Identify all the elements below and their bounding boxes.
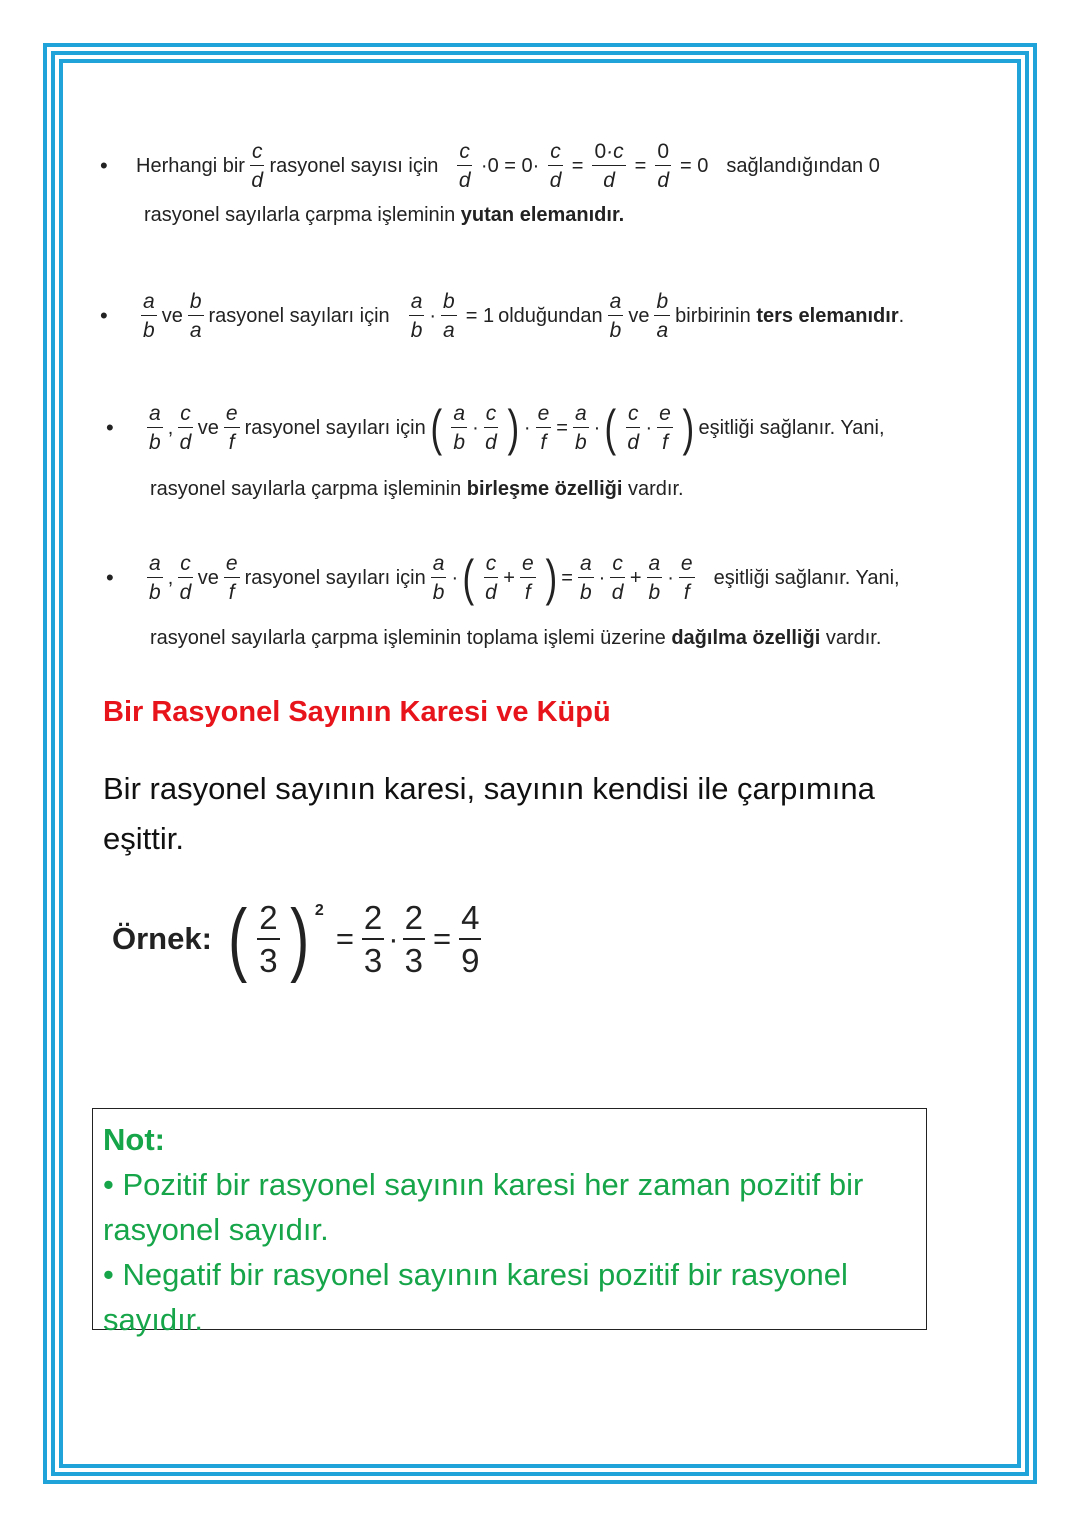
math-fraction: $\frac{c}{d}$ — [611, 552, 624, 604]
bullet2-text1: ve — [161, 304, 183, 327]
bullet-associative: • $\frac{a}{b}$ , $\frac{c}{d}$ ve $\frac{e}{f}$ rasyonel sayıları için ( $\frac{a}{b}$ · $\frac{c}{d}$ ) · $\frac{e}{f}$ = $\frac{a}{b}$ · ( $\frac{c}{d}$ · $\frac{e}{f}$ ) eşitliği sağlanır. Yani, rasyonel sayılarla çarpma işleminin birleşme özelliği vardır. — [106, 400, 885, 500]
math-fraction: $\frac{c}{d}$ — [179, 552, 192, 604]
math-fraction: $\frac{c}{d}$ — [485, 552, 497, 604]
bullet-dot: • — [106, 415, 114, 440]
bullet-zero-absorbing: • Herhangi bir $\frac{c}{d}$ rasyonel sayısı için $\frac{c}{d}$ ·0 = 0· $\frac{c}{d}$ = $\frac{0\cdot c}{d}$ = $\frac{0}{d}$ = 0 sağlandığından 0 rasyonel sayılarla çarpma işleminin yutan elemanıdır. — [100, 140, 880, 226]
math-fraction: $\frac{a}{b}$ — [609, 290, 622, 342]
exponent: 2 — [314, 902, 324, 919]
math-fraction: $\frac{e}{f}$ — [521, 552, 534, 604]
bullet1-line2: rasyonel sayılarla çarpma işleminin — [144, 203, 456, 226]
paragraph: Bir rasyonel sayının karesi, sayının kendisi ile çarpımına eşittir. — [103, 771, 875, 856]
bullet3-text3: eşitliği sağlanır. Yani, — [698, 416, 885, 439]
bullet1-text1: Herhangi bir — [136, 154, 245, 177]
math-fraction: $\frac{0}{d}$ — [657, 140, 670, 192]
bullet4-text3: eşitliği sağlanır. Yani, — [713, 566, 900, 589]
math-fraction: $\frac{a}{b}$ — [410, 290, 423, 342]
math-fraction: $\frac{a}{b}$ — [453, 402, 466, 454]
math-fraction: $\frac{2}{3}$ — [259, 899, 278, 979]
fraction-c-d: $\frac{c}{d}$ — [251, 140, 264, 192]
bullet4-line2: rasyonel sayılarla çarpma işleminin toplama işlemi üzerine — [150, 626, 666, 649]
bullet4-bold1: dağılma — [671, 626, 747, 649]
math-fraction: $\frac{e}{f}$ — [225, 402, 238, 454]
math-fraction: $\frac{a}{b}$ — [143, 290, 155, 342]
bullet2-text3: olduğundan — [498, 304, 603, 327]
math-fraction: $\frac{e}{f}$ — [225, 552, 238, 604]
math-fraction: $\frac{a}{b}$ — [579, 552, 592, 604]
math-fraction: $\frac{a}{b}$ — [149, 552, 161, 604]
bullet2-bold: ters elemanıdır — [756, 304, 899, 327]
bullet2-end: . — [898, 304, 905, 327]
bullet4-text2: rasyonel sayıları için — [244, 566, 426, 589]
example-formula: Örnek: ( $\frac{2}{3}$ ) $^2$ = $\frac{2}{3}$ · $\frac{2}{3}$ = $\frac{4}{9}$ — [112, 893, 480, 984]
math-fraction: $\frac{c}{d}$ — [627, 402, 640, 454]
bullet3-bold1: birleşme — [466, 477, 550, 500]
bullet3-end: vardır. — [627, 477, 684, 500]
math-fraction: $\frac{e}{f}$ — [659, 402, 671, 454]
bullet2-text4: ve — [628, 304, 650, 327]
math-fraction: $\frac{0\cdot c}{d}$ — [594, 140, 624, 192]
math-fraction: $\frac{a}{b}$ — [574, 402, 587, 454]
bullet1-text3: sağlandığından 0 — [726, 154, 880, 177]
bullet3-text1: ve — [197, 416, 219, 439]
note-line-negative: • Negatif bir rasyonel sayının karesi pozitif bir rasyonel sayıdır. — [103, 1257, 848, 1337]
math-fraction: $\frac{a}{b}$ — [432, 552, 445, 604]
math-fraction: $\frac{a}{b}$ — [648, 552, 661, 604]
math-fraction: $\frac{b}{a}$ — [656, 290, 669, 342]
bullet4-bold2: özelliği — [752, 626, 821, 649]
bullet3-text2: rasyonel sayıları için — [244, 416, 426, 439]
math-fraction: $\frac{b}{a}$ — [443, 290, 455, 342]
bullet1-text2: rasyonel sayısı için — [269, 154, 439, 177]
note-title: Not: — [103, 1122, 165, 1157]
bullet-inverse: • $\frac{a}{b}$ ve $\frac{b}{a}$ rasyonel sayıları için $\frac{a}{b}$ · $\frac{b}{a}$ = 1 olduğundan $\frac{a}{b}$ ve $\frac{b}{a}$ birbirinin ters elemanıdır . — [100, 290, 905, 342]
math-fraction: $\frac{c}{d}$ — [179, 402, 192, 454]
bullet3-bold2: özelliği — [554, 477, 623, 500]
math-fraction: $\frac{2}{3}$ — [404, 899, 423, 979]
math-fraction: $\frac{a}{b}$ — [149, 402, 161, 454]
math-fraction: $\frac{c}{d}$ — [458, 140, 471, 192]
math-fraction: $\frac{e}{f}$ — [537, 402, 550, 454]
math-fraction: $\frac{b}{a}$ — [189, 290, 202, 342]
section-title: Bir Rasyonel Sayının Karesi ve Küpü — [103, 696, 611, 728]
bullet-distributive: • $\frac{a}{b}$ , $\frac{c}{d}$ ve $\frac{e}{f}$ rasyonel sayıları için $\frac{a}{b}$ · ( $\frac{c}{d}$ + $\frac{e}{f}$ ) = $\frac{a}{b}$ · $\frac{c}{d}$ + $\frac{a}{b}$ · $\frac{e}{f}$ eşitliği sağlanır. Yani, rasyonel sayılarla çarpma işleminin toplama işlemi üzerine dağılma özelliği vardır. — [106, 550, 900, 649]
math-fraction: $\frac{2}{3}$ — [363, 899, 383, 979]
note-box — [92, 1108, 927, 1337]
bullet3-line2: rasyonel sayılarla çarpma işleminin — [150, 477, 462, 500]
bullet4-text1: ve — [197, 566, 219, 589]
bullet-dot: • — [100, 153, 108, 178]
math-fraction: $\frac{e}{f}$ — [680, 552, 693, 604]
bullet4-end: vardır. — [825, 626, 882, 649]
bullet1-bold: yutan elemanıdır. — [460, 203, 625, 226]
math-fraction: $\frac{c}{d}$ — [549, 140, 562, 192]
math-fraction: $\frac{4}{9}$ — [461, 899, 480, 979]
bullet2-text2: rasyonel sayıları için — [208, 304, 390, 327]
bullet2-text5: birbirinin — [675, 304, 751, 327]
note-line-positive: • Pozitif bir rasyonel sayının karesi her zaman pozitif bir rasyonel sayıdır. — [103, 1167, 864, 1247]
bullet-dot: • — [100, 303, 108, 328]
math-fraction: $\frac{c}{d}$ — [485, 402, 497, 454]
bullet-dot: • — [106, 565, 114, 590]
example-label: Örnek: — [112, 921, 212, 956]
